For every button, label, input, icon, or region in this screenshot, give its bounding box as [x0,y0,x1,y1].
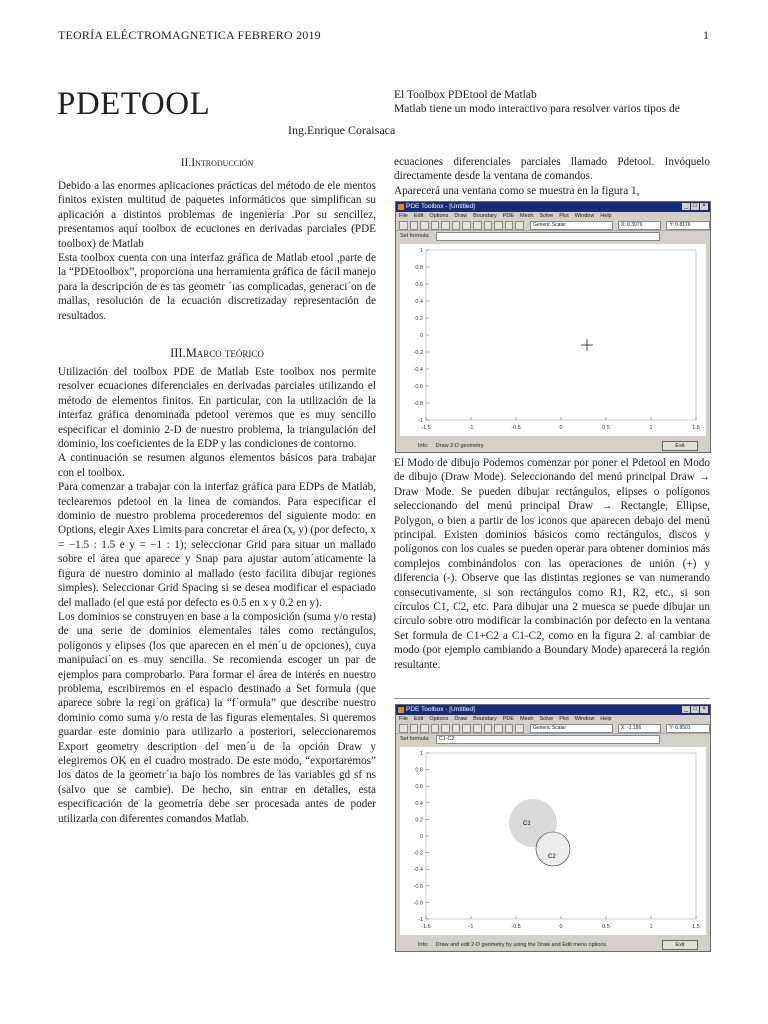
maximize-icon[interactable]: □ [691,706,699,713]
section-3-paragraph-2: A continuación se resumen algunos elementos básicos para trabajar con el toolbox. [58,452,376,479]
y-coordinate-readout: Y: 0.8176 [666,221,710,230]
x-tick-label: 1.5 [692,425,700,431]
figure-1-pde-toolbox-window [395,201,711,453]
figure-2-plot-area[interactable] [400,747,706,935]
menu-solve[interactable]: Solve [539,716,554,722]
centered-ellipse-tool-icon[interactable] [431,724,440,733]
section-2-paragraph: Debido a las enormes aplicaciones prácticas del método de ele mentos finitos existen multitud de paquetes informáticos que simplifican su aplicación a distintos problemas de ingeniería .Por su sencillez, presentamos aquí toolbox de ecuciones en derivadas parciales (PDE toolbox) de Matlab [58,180,376,250]
info-label: Info: [418,941,429,948]
pde-spec-icon[interactable] [462,724,471,733]
mesh-icon[interactable] [473,724,482,733]
y-tick-label: -1 [418,917,423,923]
x-tick-label: -1 [468,924,474,930]
right-paragraph-1: ecuaciones diferenciales parciales llamado Pdetool. Invóquelo directamente desde la ventana de comandos. [394,156,710,183]
info-label: Info: [418,442,429,449]
menu-draw[interactable]: Draw [454,213,468,219]
page-number: 1 [703,28,710,42]
y-tick-label: 0.8 [415,767,423,774]
pde-spec-icon[interactable] [462,221,471,230]
y-tick-label: 0.6 [415,282,423,288]
section-2-title: Introducción [191,157,254,169]
y-tick-label: 0 [419,834,423,840]
y-tick-label: 0.2 [415,817,423,824]
page-title: PDETOOL [57,86,211,122]
figure-2-pde-toolbox-window [395,704,711,952]
y-tick-label: -0.6 [413,883,423,890]
refine-mesh-icon[interactable] [484,724,493,733]
boundary-mode-icon[interactable] [452,724,461,733]
info-text: Draw and edit 2-D geometry by using the Draw and Edit menu options. [435,941,608,948]
close-icon[interactable]: × [700,203,708,210]
menu-pde[interactable]: PDE [502,716,515,722]
y-tick-label: -0.6 [413,384,423,390]
menu-edit[interactable]: Edit [413,213,424,219]
y-tick-label: 0.2 [415,316,423,322]
right-column-top [394,155,710,198]
section-2-body [58,179,376,323]
set-formula-label: Set formula: [400,736,430,742]
circle-c2[interactable] [536,832,570,866]
axes-box [426,250,696,420]
y-tick-label: -0.4 [413,867,423,874]
x-tick-label: -1.5 [421,924,431,930]
x-tick-label: 1 [649,425,653,431]
menu-mesh[interactable]: Mesh [520,716,534,722]
section-2-paragraph-2: Esta toolbox cuenta con una interfaz gráfica de Matlab etool ,parte de la “PDEtoolbox”, proporciona una herramienta gráfica de fácil manejo para la descripción de es tas geometr ´ıas complicadas, generaci´on de mallas, resolución de la ecuación discretizaday representación de resultados. [58,252,376,322]
solve-icon[interactable] [494,724,503,733]
polygon-tool-icon[interactable] [441,221,450,230]
figure-1-axes [400,244,706,436]
section-3-paragraph-4: Los dominios se construyen en base a la composición (suma y/o resta) de una serie de dominios elementales tales como rectángulos, polígonos y elipses (los que aparecen en el men´u de opciones), cuya manipulaci´on es muy sencilla. Se recomienda escoger un par de ejemplos para comprobarlo. Para formar el área de interés en nuestro problema, escribiremos en el espacio destinado a Set formula (que aparece sobre la regi´on gráfica) la “f´ormula” que describe nuestro dominio como suma y/o resta de las figuras elementales. Si queremos guardar este dominio para utilizarlo a posteriori, seleccionaremos Export geometry description del men´u de la opción Draw y elegiremos OK en el cuadro mostrado. De este modo, “exportaremos” los datos de la geometr´ıa bajo los nombres de las variables gd sf ns (salvo que se cambie). De hecho, sin entrar en detalles, esta especificación de la geometría debe ser procesada antes de poder utilizarla con diferentes comandos Matlab. [58,610,376,825]
centered-rectangle-tool-icon[interactable] [410,221,419,230]
y-tick-label: -0.2 [413,350,423,356]
x-tick-label: 1.5 [692,924,700,930]
y-tick-label: -0.8 [413,900,423,907]
section-3-number: III. [170,346,186,360]
zoom-icon[interactable] [515,221,524,230]
section-3-title: Marco teórico [185,346,264,360]
set-formula-row [396,734,710,744]
y-tick-label: -0.4 [413,367,423,373]
plot-icon[interactable] [505,724,514,733]
section-2-heading [58,157,376,169]
right-paragraph-2: Aparecerá una ventana como se muestra en la figura 1, [394,184,640,197]
figure-2-axes [400,747,706,935]
menu-window[interactable]: Window [574,716,595,722]
maximize-icon[interactable]: □ [691,203,699,210]
figure-1-toolbar [396,220,710,231]
menu-boundary[interactable]: Boundary [473,213,497,219]
x-tick-label: -1 [468,425,474,431]
figure-2-menubar [396,715,710,723]
close-icon[interactable]: × [700,706,708,713]
ellipse-tool-icon[interactable] [420,724,429,733]
y-tick-label: 0.4 [415,800,423,807]
circle-c1-label: C1 [523,821,531,827]
menu-help[interactable]: Help [600,213,612,219]
centered-rectangle-tool-icon[interactable] [410,724,419,733]
exit-button[interactable]: Exit [662,940,698,950]
application-mode-select[interactable]: Generic Scalar [530,724,613,733]
minimize-icon[interactable]: _ [682,203,690,210]
figure-2-toolbar [396,723,710,734]
figure-1-plot-area[interactable] [400,244,706,436]
section-3-body [58,365,376,826]
matlab-logo-icon [398,707,404,713]
cursor-crosshair-icon [581,339,593,351]
x-coordinate-readout: X: -1.186 [618,724,662,733]
set-formula-label: Set formula: [400,233,430,239]
y-tick-label: -1 [418,418,423,424]
menu-plot[interactable]: Plot [559,716,569,722]
application-mode-select[interactable]: Generic Scalar [530,221,613,230]
x-tick-label: 0.5 [602,924,610,930]
x-coordinate-readout: X: 0.3079 [618,221,662,230]
geometry-circles [509,799,570,866]
rectangle-tool-icon[interactable] [399,221,408,230]
set-formula-row [396,231,710,241]
menu-help[interactable]: Help [600,716,612,722]
x-tick-label: -1.5 [421,425,431,431]
figure-2-window-title: PDE Toolbox - [Untitled] [406,706,475,713]
y-coordinate-readout: Y: 0.9501 [666,724,710,733]
menu-file[interactable]: File [399,213,408,219]
x-tick-label: 0.5 [602,425,610,431]
x-tick-label: -0.5 [511,425,521,431]
polygon-tool-icon[interactable] [441,724,450,733]
minimize-icon[interactable]: _ [682,706,690,713]
intro-right-line2: Matlab tiene un modo interactivo para resolver varios tipos de [394,103,680,115]
y-tick-label: 0 [419,333,423,339]
intro-right-line1: El Toolbox PDEtool de Matlab [394,89,537,101]
solve-icon[interactable] [494,221,503,230]
menu-options[interactable]: Options [429,716,449,722]
x-tick-label: 1 [649,924,653,930]
rectangle-tool-icon[interactable] [399,724,408,733]
y-tick-label: 1 [419,751,423,757]
set-formula-input[interactable]: C1-C2 [436,735,660,744]
menu-solve[interactable]: Solve [539,213,554,219]
figure-1-window-title: PDE Toolbox - [Untitled] [406,203,475,210]
info-text: Draw 2-D geometry. [435,442,485,449]
section-3-paragraph-3: Para comenzar a trabajar con la interfaz gráfica para EDPs de Matlab, teclearemos pdetool en la linea de comandos. Para especificar el dominio de nuestro problema procederemos del siguiente modo: en Options, elegir Axes Limits para concretar el área (x, y) (por defecto, x = −1.5 : 1.5 e y = −1 : 1); seleccionar Grid para situar un mallado sobre el área que aparece y Snap para ajustar autom´aticamente la figura de nuestro dominio al mallado (esto facilita dibujar regiones simples). Seleccionar Grid Spacing si se desea modificar el espaciado del mallado (el que está por defecto es 0.5 en x y 0.2 en y). [58,481,376,609]
figure-2-titlebar [396,705,710,715]
y-tick-label: 1 [419,248,423,254]
section-2-number: II. [180,157,192,169]
menu-file[interactable]: File [399,716,408,722]
running-title: TEORÍA ELÉCTROMAGNETICA FEBRERO 2019 [58,28,321,42]
menu-boundary[interactable]: Boundary [473,716,497,722]
author: Ing.Enrique Coraisaca [288,123,396,137]
x-tick-label: 0 [559,924,563,930]
plot-icon[interactable] [505,221,514,230]
menu-window[interactable]: Window [574,213,595,219]
figure-1-titlebar [396,202,710,212]
figure-2-status-bar [396,938,710,951]
y-tick-label: -0.8 [413,401,423,407]
x-tick-label: 0 [559,425,563,431]
menu-draw[interactable]: Draw [454,716,468,722]
y-tick-label: 0.8 [415,265,423,271]
y-tick-label: 0.4 [415,299,423,305]
exit-button[interactable]: Exit [662,441,698,451]
figure-1-menubar [396,212,710,220]
centered-ellipse-tool-icon[interactable] [431,221,440,230]
menu-mesh[interactable]: Mesh [520,213,534,219]
matlab-logo-icon [398,204,404,210]
menu-edit[interactable]: Edit [413,716,424,722]
menu-plot[interactable]: Plot [559,213,569,219]
mesh-icon[interactable] [473,221,482,230]
boundary-mode-icon[interactable] [452,221,461,230]
right-paragraph-3: El Modo de dibujo Podemos comenzar por poner el Pdetool en Modo de dibujo (Draw Mode). Seleccionando del menú principal Draw → Draw Mode. Se pueden dibujar rectángulos, elipses o polígonos seleccionando del menú principal Draw → Rectangle, Ellipse, Polygon, o bien a partir de los iconos que aparecen debajo del menú principal. Existen dominios básicos como rectángulos, discos y polígonos con los cuales se pueden operar para obtener dominios más complejos combinándolos con las operaciones de unión (+) y diferencia (-). Observe que las distintas regiones se van numerando consecutivamente, si son rectángulos como R1, R2, etc., si son círculos C1, C2, etc. Para dibujar una 2 muesca se puede dibujar un círculo sobre otro modificar la combinación por defecto en la ventana Set formula de C1+C2 a C1-C2, como en la figura 2. al cambiar de modo (por ejemplo cambiando a Boundary Mode) aparecerá la región resultante. [394,457,710,671]
x-tick-label: -0.5 [511,924,521,930]
right-column-draw-mode [394,456,710,672]
set-formula-input[interactable] [436,232,660,241]
refine-mesh-icon[interactable] [484,221,493,230]
ellipse-tool-icon[interactable] [420,221,429,230]
menu-pde[interactable]: PDE [502,213,515,219]
y-tick-label: -0.2 [413,850,423,857]
divider [394,698,710,699]
zoom-icon[interactable] [515,724,524,733]
circle-c2-label: C2 [548,854,556,860]
y-tick-label: 0.6 [415,784,423,791]
menu-options[interactable]: Options [429,213,449,219]
figure-1-status-bar [396,439,710,452]
section-3-heading [58,346,376,361]
section-3-paragraph-1: Utilización del toolbox PDE de Matlab Este toolbox nos permite resolver ecuaciones diferenciales en derivadas parciales utilizando el método de elementos finitos. En particular, con la utilización de la interfaz gráfica denominada pdetool veremos que es muy sencillo especificar el dominio 2-D de nuestro problema, la triangulación del dominio, los coeficientes de la EDP y las condiciones de contorno. [58,366,376,451]
